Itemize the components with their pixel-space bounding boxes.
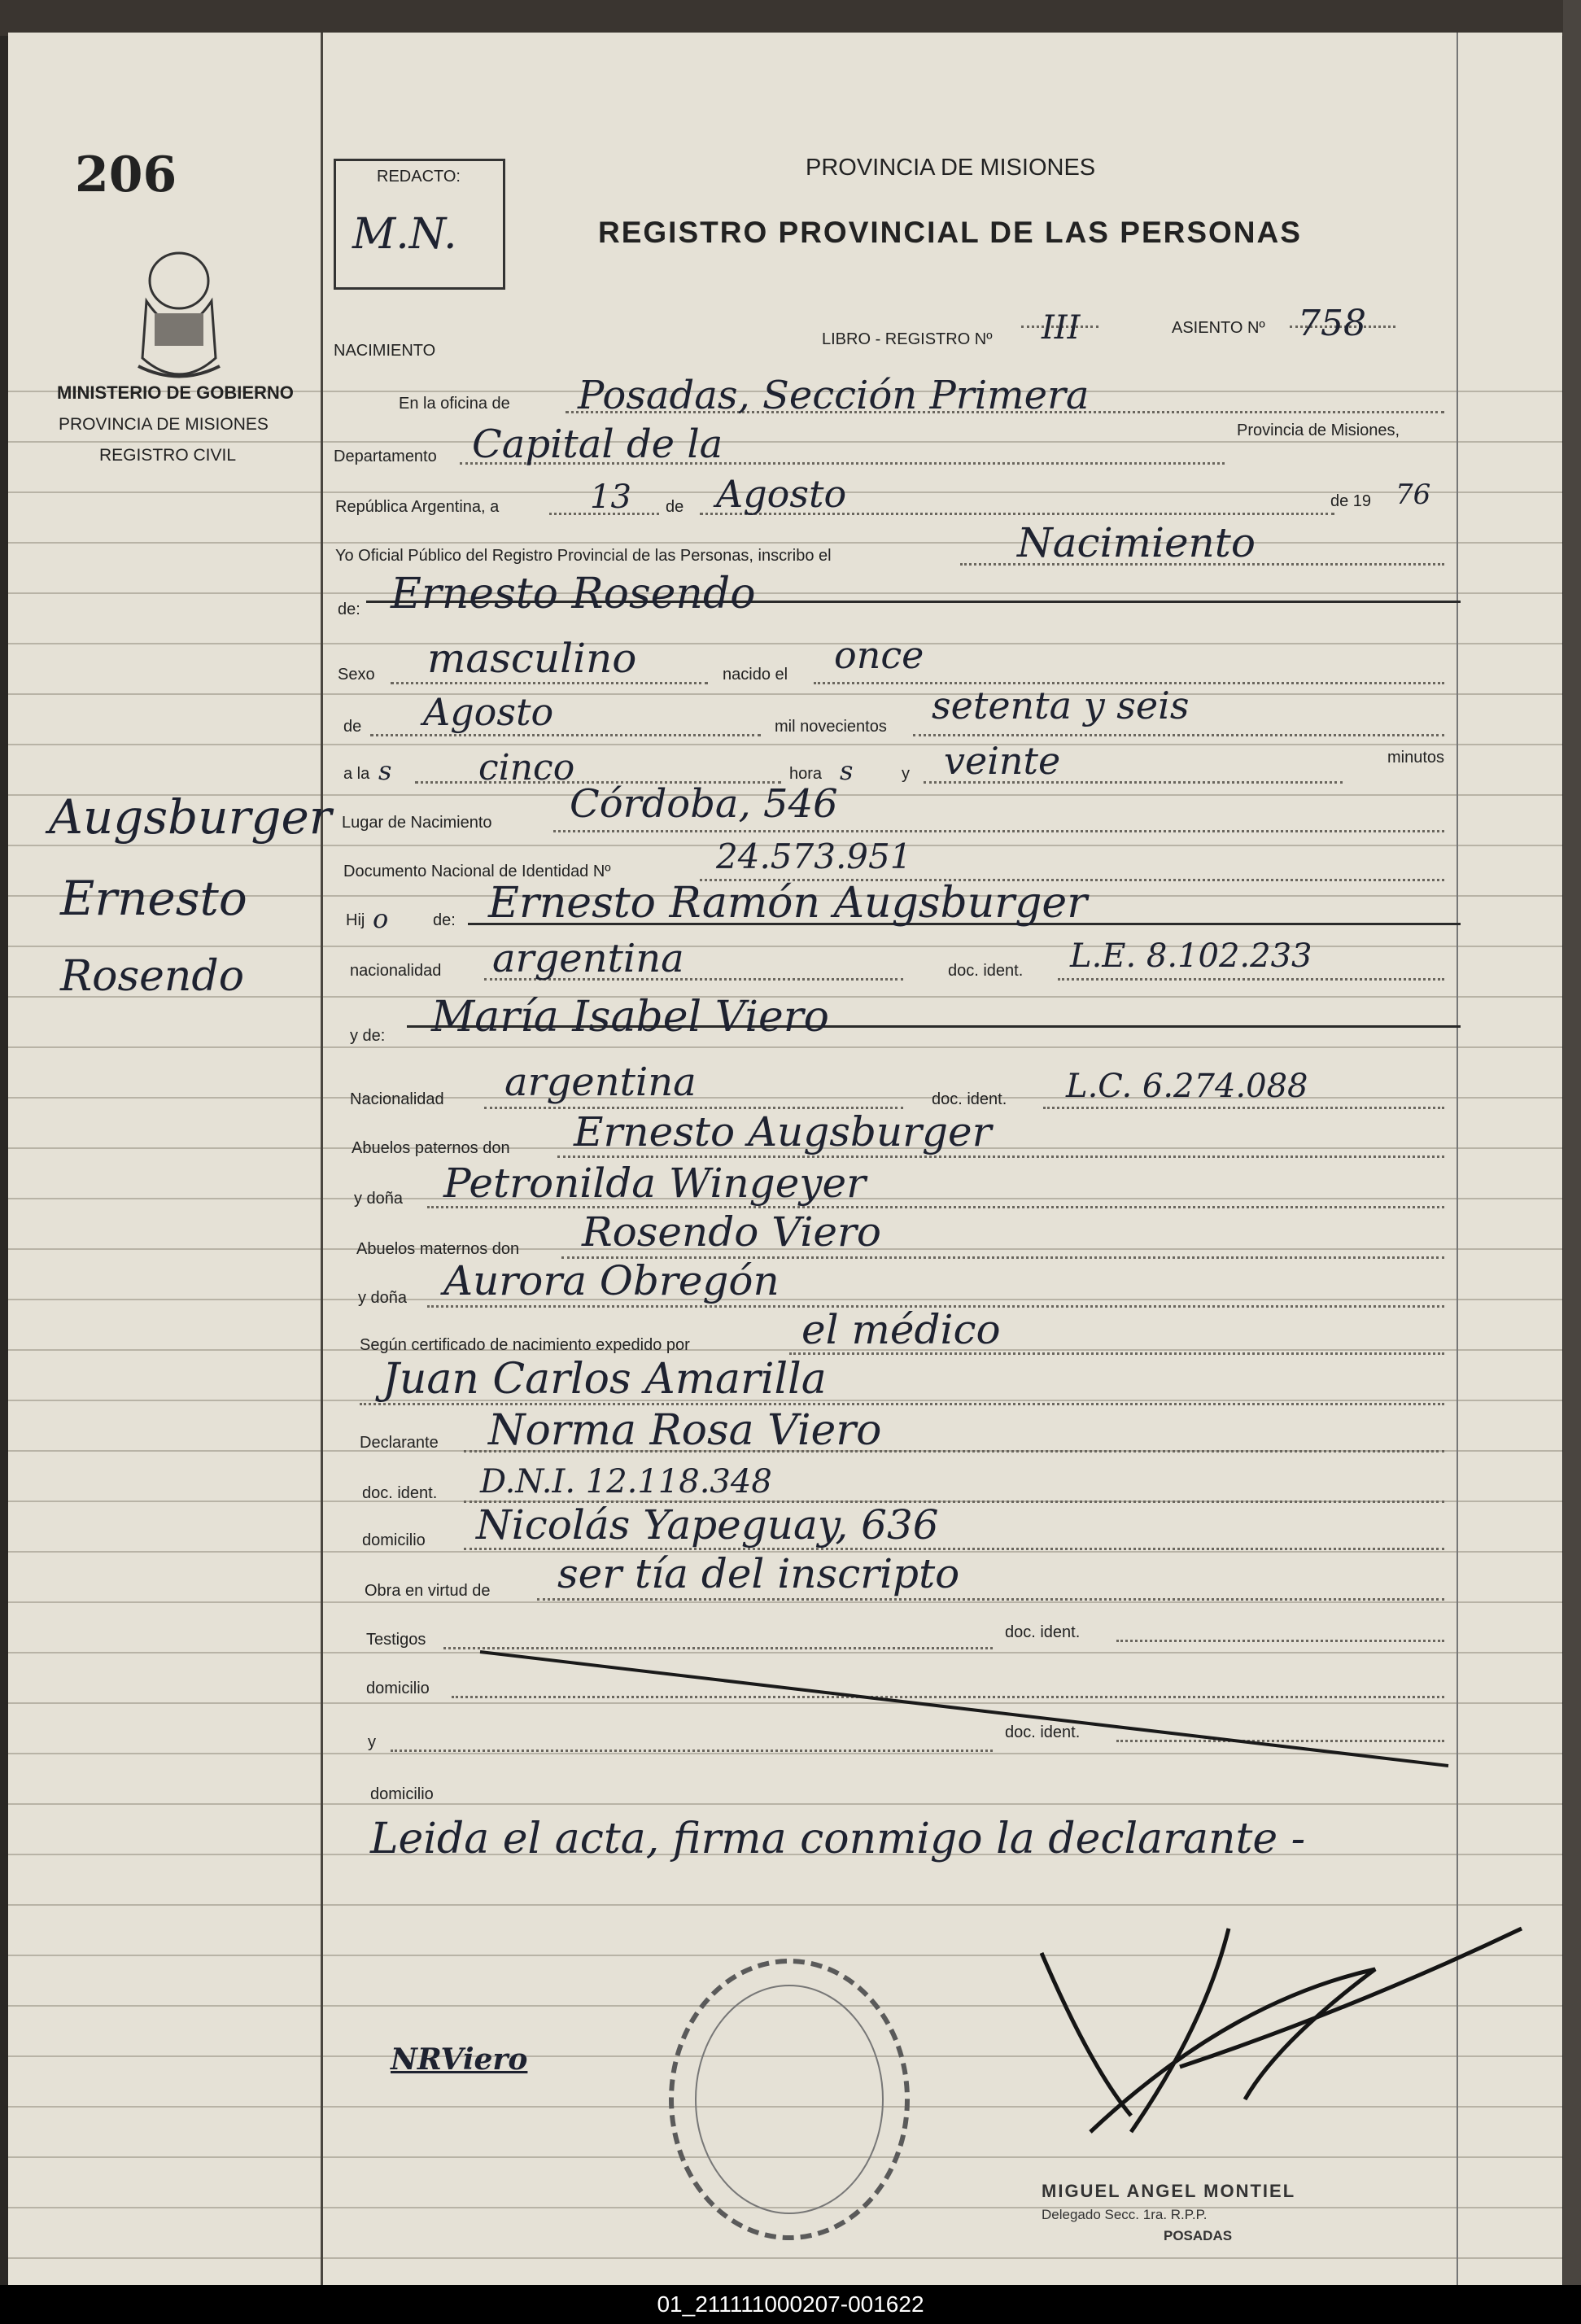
padre-value: Ernesto Ramón Augsburger — [488, 879, 1088, 928]
margin-note-middle-name: Rosendo — [60, 952, 245, 1001]
abuela-materna-value: Aurora Obregón — [443, 1257, 780, 1304]
scan-frame-right — [1563, 0, 1581, 2324]
header-province: PROVINCIA DE MISIONES — [806, 155, 1096, 181]
anio-prefix: de 19 — [1330, 492, 1372, 510]
nacido-label: nacido el — [723, 666, 788, 684]
de-label: de — [666, 498, 684, 516]
image-caption: 01_211111000207-001622 — [0, 2285, 1581, 2324]
nacido-mes-value: Agosto — [423, 690, 554, 734]
declarante-label: Declarante — [360, 1434, 439, 1452]
page-number: 206 — [75, 146, 177, 203]
minutos-value: veinte — [944, 739, 1061, 783]
cierre-text: Leida el acta, firma conmigo la declarante - — [370, 1815, 1306, 1863]
nacionalidad-madre-label: Nacionalidad — [350, 1090, 444, 1108]
dni-label: Documento Nacional de Identidad Nº — [343, 863, 611, 880]
oficina-value: Posadas, Sección Primera — [578, 373, 1090, 418]
abuela-materna-label: y doña — [358, 1289, 408, 1307]
domicilio-testigo-label: domicilio — [366, 1680, 430, 1697]
certificado-label: Según certificado de nacimiento expedido por — [360, 1336, 690, 1354]
sexo-value: masculino — [427, 635, 637, 682]
signature-marks-svg — [8, 33, 1562, 2285]
nombre-de-label: de: — [338, 601, 360, 618]
testigos-label: Testigos — [366, 1631, 426, 1649]
doc-declarante-label: doc. ident. — [362, 1484, 438, 1502]
mes-value: Agosto — [716, 472, 847, 516]
departamento-value: Capital de la — [472, 422, 723, 467]
certificate-page — [8, 33, 1562, 2285]
nacido-dia-value: once — [834, 633, 924, 677]
doc-testigo2-label: doc. ident. — [1005, 1723, 1081, 1741]
hora-value: cinco — [478, 747, 575, 788]
republica-label: República Argentina, a — [335, 498, 500, 516]
doc-madre-value: L.C. 6.274.088 — [1066, 1068, 1308, 1105]
nacionalidad-padre-value: argentina — [492, 936, 684, 981]
horas-suffix: s — [840, 755, 854, 786]
nacionalidad-madre-value: argentina — [504, 1059, 697, 1105]
abuelos-maternos-label: Abuelos maternos don — [356, 1240, 520, 1258]
y-testigo-label: y — [368, 1733, 376, 1751]
libro-label: LIBRO - REGISTRO Nº — [822, 330, 993, 348]
doc-madre-label: doc. ident. — [932, 1090, 1007, 1108]
horas-label: hora — [789, 765, 823, 783]
declarante-value: Norma Rosa Viero — [488, 1406, 882, 1455]
doc-declarante-value: D.N.I. 12.118.348 — [480, 1463, 772, 1501]
nacionalidad-padre-label: nacionalidad — [350, 962, 442, 980]
provincia-suffix: Provincia de Misiones, — [1237, 422, 1400, 439]
minutos-label: minutos — [1387, 749, 1445, 767]
header-title: REGISTRO PROVINCIAL DE LAS PERSONAS — [598, 216, 1302, 249]
margin-note-name: Ernesto — [60, 871, 247, 926]
scan-frame-top — [0, 0, 1581, 36]
departamento-label: Departamento — [334, 448, 437, 465]
abuela-paterna-value: Petronilda Wingeyer — [443, 1160, 867, 1207]
abuelo-materno-value: Rosendo Viero — [582, 1208, 882, 1256]
asiento-value: 758 — [1298, 303, 1366, 344]
domicilio-testigo2-label: domicilio — [370, 1785, 434, 1803]
mil-label: mil novecientos — [775, 718, 887, 736]
doc-padre-label: doc. ident. — [948, 962, 1024, 980]
hijo-label: Hij — [346, 911, 365, 929]
lugar-label: Lugar de Nacimiento — [342, 814, 492, 832]
stamp-city: POSADAS — [1164, 2228, 1233, 2243]
anio-value: 76 — [1395, 478, 1431, 511]
asiento-label: ASIENTO Nº — [1172, 319, 1265, 337]
act-type-label: NACIMIENTO — [334, 342, 436, 360]
left-province-label: PROVINCIA DE MISIONES — [59, 415, 269, 434]
abuelo-paterno-value: Ernesto Augsburger — [574, 1108, 992, 1155]
medico-value: Juan Carlos Amarilla — [382, 1355, 827, 1404]
obra-value: ser tía del inscripto — [557, 1550, 960, 1597]
dni-value: 24.573.951 — [716, 837, 912, 876]
redacto-label: REDACTO: — [377, 168, 461, 186]
ministry-label: MINISTERIO DE GOBIERNO — [57, 382, 294, 403]
doc-testigo-label: doc. ident. — [1005, 1623, 1081, 1641]
stamp-title: Delegado Secc. 1ra. R.P.P. — [1042, 2207, 1208, 2222]
redacto-initials: M.N. — [352, 210, 457, 259]
hora-y-label: y — [902, 765, 910, 783]
obra-label: Obra en virtud de — [365, 1582, 491, 1600]
certificado-value: el médico — [801, 1306, 1001, 1353]
madre-value: María Isabel Viero — [431, 993, 829, 1042]
sexo-label: Sexo — [338, 666, 375, 684]
nacido-de-label: de — [343, 718, 362, 736]
lugar-value: Córdoba, 546 — [570, 781, 838, 827]
dia-value: 13 — [590, 478, 631, 516]
official-signature-strokes — [1042, 1929, 1522, 2132]
stamp-name: MIGUEL ANGEL MONTIEL — [1042, 2181, 1296, 2201]
hijo-suffix: o — [373, 903, 389, 934]
doc-padre-value: L.E. 8.102.233 — [1070, 937, 1312, 975]
margin-note-surname: Augsburger — [49, 789, 332, 845]
nacido-anio-value: setenta y seis — [932, 684, 1190, 727]
declarante-signature: NRViero — [391, 2042, 528, 2077]
libro-value: III — [1042, 309, 1081, 347]
oficina-label: En la oficina de — [399, 395, 510, 413]
registry-label: REGISTRO CIVIL — [99, 446, 237, 465]
a-la-label: a la — [343, 765, 370, 783]
abuelos-paternos-label: Abuelos paternos don — [352, 1139, 510, 1157]
hijo-de-label: de: — [433, 911, 456, 929]
inscribo-value: Nacimiento — [1017, 519, 1256, 566]
official-seal-stamp — [671, 1961, 907, 2238]
oficial-text: Yo Oficial Público del Registro Provincial de las Personas, inscribo el — [335, 547, 832, 565]
y-de-label: y de: — [350, 1027, 386, 1045]
domicilio-value: Nicolás Yapeguay, 636 — [476, 1501, 939, 1549]
abuela-paterna-label: y doña — [354, 1190, 404, 1208]
a-la-suffix: s — [378, 755, 392, 786]
nombre-value: Ernesto Rosendo — [391, 570, 756, 618]
domicilio-label: domicilio — [362, 1531, 426, 1549]
